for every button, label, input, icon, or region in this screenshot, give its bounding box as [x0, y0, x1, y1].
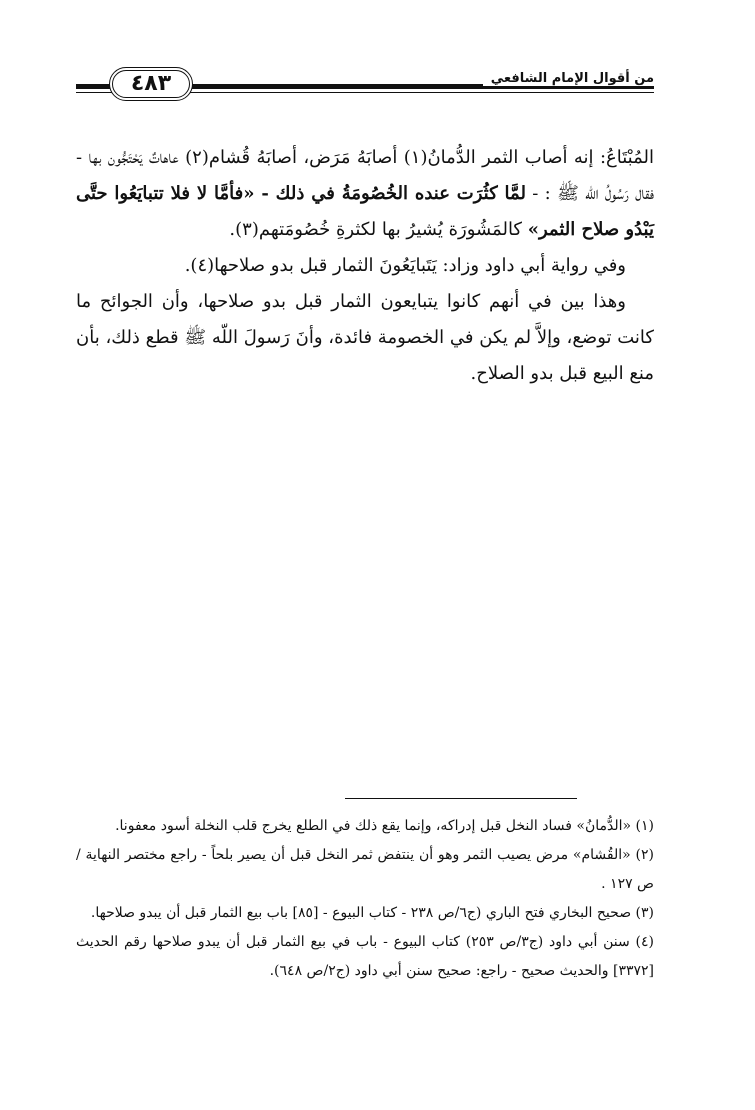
paragraph-3: وهذا بين في أنهم كانوا يتبايعون الثمار قبل بدو صلاحها، وأن الجوائح ما كانت توضع، وإلاَّ لم يكن في الخصومة فائدة، وأنَ رَسولَ اللّه ﷺ قطع ذلك، بأن منع البيع قبل بدو الصلاح.: [76, 291, 654, 384]
paragraph-1-end: كالمَشُورَة يُشيرُ بها لكثرةِ خُصُومَتهم(٣).: [229, 219, 528, 240]
page-header: [76, 64, 654, 110]
main-text: [76, 140, 654, 392]
footnote-separator: [345, 798, 577, 799]
footnotes: [76, 812, 654, 986]
footnote-2: (٢) «القُشام» مرض يصيب الثمر وهو أن ينتفض ثمر النخل قبل أن يصير بلحاً - راجع مختصر النهاية / ص ١٢٧ .: [76, 847, 654, 892]
hadith-quote: لمَّا كثُرَت عنده الخُصُومَةُ في ذلك - «فأمَّا لا فلا تتبايَعُوا حتَّى يَبْدُو صلاح الثمر»: [76, 183, 654, 240]
page-number-oval: [109, 67, 193, 101]
paragraph-1-start: المُبْتَاعُ: إنه أصاب الثمر الدُّمانُ(١) أصابَهُ مَرَض، أصابَهُ قُشام(٢) عاهاتٌ يَحْتَجُّون بها - فقال رَسُولُ اللّه ﷺ : -: [76, 147, 654, 204]
running-title: من أقوال الإمام الشافعي: [483, 71, 654, 86]
page-number: ٤٨٣: [130, 71, 172, 96]
paragraph-1: [76, 140, 654, 248]
footnote-4: (٤) سنن أبي داود (ج٣/ص ٢٥٣) كتاب البيوع - باب في بيع الثمار قبل أن يبدو صلاحها رقم الحديث [٣٣٧٢] والحديث صحيح - راجع: صحيح سنن أبي داود (ج٢/ص ٦٤٨).: [76, 934, 655, 979]
paragraph-2: وفي رواية أبي داود وزاد: يَتَبايَعُونَ الثمار قبل بدو صلاحها(٤).: [184, 255, 626, 276]
footnote-1: (١) «الدُّمانُ» فساد النخل قبل إدراكه، وإنما يقع ذلك في الطلع يخرج قلب النخلة أسود معفونا.: [115, 818, 654, 834]
footnote-3: (٣) صحيح البخاري فتح الباري (ج٦/ص ٢٣٨ - كتاب البيوع - [٨٥] باب بيع الثمار قبل أن يبدو صلاحها.: [90, 905, 654, 921]
